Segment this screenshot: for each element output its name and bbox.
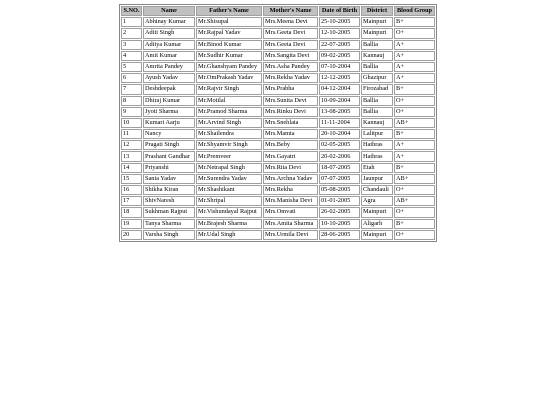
cell-name: Kumari Aarju <box>143 118 195 128</box>
cell-mother-name: Mrs.Asha Pandey <box>263 62 318 72</box>
cell-sno: 7 <box>121 84 142 94</box>
cell-sno: 16 <box>121 185 142 195</box>
header-name: Name <box>143 6 195 16</box>
table-row <box>121 185 435 195</box>
cell-mother-name: Mrs.Manisha Devi <box>263 196 318 206</box>
cell-district: Mainpuri <box>361 28 393 38</box>
table-row <box>121 151 435 161</box>
cell-mother-name: Mrs.Archna Yadav <box>263 174 318 184</box>
table-row <box>121 62 435 72</box>
cell-date-of-birth: 04-12-2004 <box>319 84 360 94</box>
cell-sno: 6 <box>121 73 142 83</box>
cell-name: Abhinay Kumar <box>143 17 195 27</box>
cell-father-name: Mr.Vishundayal Rajput <box>196 207 262 217</box>
table-row <box>121 219 435 229</box>
cell-district: Jaunpur <box>361 174 393 184</box>
cell-district: Aligarh <box>361 219 393 229</box>
table-row <box>121 107 435 117</box>
cell-name: Deshdeepak <box>143 84 195 94</box>
cell-sno: 5 <box>121 62 142 72</box>
cell-mother-name: Mrs.Rekha <box>263 185 318 195</box>
cell-name: Nancy <box>143 129 195 139</box>
cell-father-name: Mr.Shashikant <box>196 185 262 195</box>
header-blood-group: Blood Group <box>394 6 435 16</box>
cell-blood-group: O+ <box>394 28 435 38</box>
cell-father-name: Mr.Rajpal Yadav <box>196 28 262 38</box>
cell-date-of-birth: 01-01-2005 <box>319 196 360 206</box>
cell-name: Pragati Singh <box>143 140 195 150</box>
cell-blood-group: A+ <box>394 151 435 161</box>
table-row <box>121 163 435 173</box>
table-row <box>121 230 435 240</box>
cell-district: Ballia <box>361 107 393 117</box>
cell-father-name: Mr.Sudhir Kumar <box>196 51 262 61</box>
table-row <box>121 118 435 128</box>
cell-date-of-birth: 02-05-2005 <box>319 140 360 150</box>
table-row <box>121 174 435 184</box>
cell-name: Aditi Singh <box>143 28 195 38</box>
cell-date-of-birth: 12-10-2005 <box>319 28 360 38</box>
cell-mother-name: Mrs.Gayatri <box>263 151 318 161</box>
table-body <box>121 17 435 240</box>
cell-blood-group: B+ <box>394 163 435 173</box>
cell-blood-group: A+ <box>394 40 435 50</box>
cell-father-name: Mr.Pramod Sharma <box>196 107 262 117</box>
cell-sno: 11 <box>121 129 142 139</box>
cell-district: Ballia <box>361 62 393 72</box>
table-row <box>121 207 435 217</box>
cell-father-name: Mr.OmPrakash Yadav <box>196 73 262 83</box>
cell-blood-group: AB+ <box>394 118 435 128</box>
cell-district: Ballia <box>361 40 393 50</box>
cell-father-name: Mr.Udal Singh <box>196 230 262 240</box>
cell-mother-name: Mrs.Rinku Devi <box>263 107 318 117</box>
cell-blood-group: O+ <box>394 185 435 195</box>
table-row <box>121 28 435 38</box>
cell-name: Sukhman Rajput <box>143 207 195 217</box>
header-mother-name: Mother's Name <box>263 6 318 16</box>
cell-father-name: Mr.Rajvir Singh <box>196 84 262 94</box>
cell-mother-name: Mrs.Geeta Devi <box>263 40 318 50</box>
table-row <box>121 140 435 150</box>
cell-sno: 1 <box>121 17 142 27</box>
cell-sno: 20 <box>121 230 142 240</box>
cell-district: Hathras <box>361 140 393 150</box>
cell-sno: 8 <box>121 96 142 106</box>
cell-sno: 19 <box>121 219 142 229</box>
cell-name: Dhiraj Kumar <box>143 96 195 106</box>
cell-district: Ghazipur <box>361 73 393 83</box>
cell-mother-name: Mrs.Omvati <box>263 207 318 217</box>
cell-date-of-birth: 25-10-2005 <box>319 17 360 27</box>
table-row <box>121 84 435 94</box>
cell-sno: 2 <box>121 28 142 38</box>
cell-sno: 9 <box>121 107 142 117</box>
cell-father-name: Mr.Motilal <box>196 96 262 106</box>
cell-mother-name: Mrs.Beby <box>263 140 318 150</box>
cell-date-of-birth: 18-07-2005 <box>319 163 360 173</box>
cell-sno: 14 <box>121 163 142 173</box>
cell-father-name: Mr.Shyamvir Singh <box>196 140 262 150</box>
cell-blood-group: AB+ <box>394 174 435 184</box>
cell-mother-name: Mrs.Snehlata <box>263 118 318 128</box>
table-row <box>121 96 435 106</box>
table-header <box>121 6 435 16</box>
cell-date-of-birth: 07-07-2005 <box>319 174 360 184</box>
header-sno: S.NO. <box>121 6 142 16</box>
cell-father-name: Mr.Surendra Yadav <box>196 174 262 184</box>
cell-mother-name: Mrs.Rita Devi <box>263 163 318 173</box>
header-district: District <box>361 6 393 16</box>
cell-date-of-birth: 20-02-2006 <box>319 151 360 161</box>
table-row <box>121 40 435 50</box>
cell-mother-name: Mrs.Prabha <box>263 84 318 94</box>
cell-mother-name: Mrs.Sangita Devi <box>263 51 318 61</box>
cell-mother-name: Mrs.Rekha Yadav <box>263 73 318 83</box>
cell-sno: 10 <box>121 118 142 128</box>
student-records-table <box>119 4 437 242</box>
header-date-of-birth: Date of Birth <box>319 6 360 16</box>
cell-father-name: Mr.Premveer <box>196 151 262 161</box>
cell-name: Prashant Gandhar <box>143 151 195 161</box>
cell-father-name: Mr.Shailendra <box>196 129 262 139</box>
cell-sno: 17 <box>121 196 142 206</box>
cell-mother-name: Mrs.Mamta <box>263 129 318 139</box>
cell-name: Priyanshi <box>143 163 195 173</box>
cell-blood-group: O+ <box>394 107 435 117</box>
cell-father-name: Mr.Shisupal <box>196 17 262 27</box>
cell-father-name: Mr.Shripal <box>196 196 262 206</box>
cell-name: Jyoti Sharma <box>143 107 195 117</box>
cell-sno: 4 <box>121 51 142 61</box>
cell-name: Amit Kumar <box>143 51 195 61</box>
cell-name: Amrita Pandey <box>143 62 195 72</box>
cell-blood-group: AB+ <box>394 196 435 206</box>
cell-blood-group: O+ <box>394 207 435 217</box>
table-row <box>121 196 435 206</box>
cell-mother-name: Mrs.Amita Sharma <box>263 219 318 229</box>
cell-district: Lalitpur <box>361 129 393 139</box>
cell-father-name: Mr.Brajesh Sharma <box>196 219 262 229</box>
cell-name: Aditya Kumar <box>143 40 195 50</box>
cell-name: Tanya Sharma <box>143 219 195 229</box>
header-row <box>121 6 435 16</box>
cell-mother-name: Mrs.Urmila Devi <box>263 230 318 240</box>
table-row <box>121 17 435 27</box>
cell-blood-group: O+ <box>394 230 435 240</box>
cell-district: Agra <box>361 196 393 206</box>
cell-district: Etah <box>361 163 393 173</box>
cell-name: Shikha Kiran <box>143 185 195 195</box>
cell-district: Mainpuri <box>361 17 393 27</box>
cell-blood-group: B+ <box>394 17 435 27</box>
table-row <box>121 129 435 139</box>
cell-district: Mainpuri <box>361 207 393 217</box>
cell-district: Mainpuri <box>361 230 393 240</box>
cell-mother-name: Mrs.Meena Devi <box>263 17 318 27</box>
cell-date-of-birth: 09-02-2005 <box>319 51 360 61</box>
cell-date-of-birth: 12-12-2005 <box>319 73 360 83</box>
cell-blood-group: B+ <box>394 129 435 139</box>
cell-date-of-birth: 28-06-2005 <box>319 230 360 240</box>
cell-blood-group: A+ <box>394 73 435 83</box>
cell-district: Ballia <box>361 96 393 106</box>
cell-sno: 15 <box>121 174 142 184</box>
cell-date-of-birth: 10-10-2005 <box>319 219 360 229</box>
cell-date-of-birth: 20-10-2004 <box>319 129 360 139</box>
cell-district: Kannauj <box>361 118 393 128</box>
cell-blood-group: O+ <box>394 96 435 106</box>
cell-date-of-birth: 11-11-2004 <box>319 118 360 128</box>
cell-district: Chandauli <box>361 185 393 195</box>
table-row <box>121 51 435 61</box>
cell-mother-name: Mrs.Sunita Devi <box>263 96 318 106</box>
cell-mother-name: Mrs.Geeta Devi <box>263 28 318 38</box>
cell-blood-group: A+ <box>394 51 435 61</box>
cell-district: Firozabad <box>361 84 393 94</box>
cell-blood-group: B+ <box>394 84 435 94</box>
cell-district: Kannauj <box>361 51 393 61</box>
cell-sno: 18 <box>121 207 142 217</box>
cell-date-of-birth: 07-10-2004 <box>319 62 360 72</box>
cell-name: ShivNaresh <box>143 196 195 206</box>
cell-blood-group: B+ <box>394 219 435 229</box>
cell-name: Sania Yadav <box>143 174 195 184</box>
cell-date-of-birth: 13-08-2005 <box>319 107 360 117</box>
cell-sno: 12 <box>121 140 142 150</box>
cell-district: Hathras <box>361 151 393 161</box>
cell-blood-group: A+ <box>394 62 435 72</box>
cell-date-of-birth: 26-02-2005 <box>319 207 360 217</box>
cell-father-name: Mr.Arvind Singh <box>196 118 262 128</box>
cell-date-of-birth: 10-09-2004 <box>319 96 360 106</box>
cell-father-name: Mr.Binod Kumar <box>196 40 262 50</box>
table-row <box>121 73 435 83</box>
cell-date-of-birth: 22-07-2005 <box>319 40 360 50</box>
cell-sno: 13 <box>121 151 142 161</box>
cell-father-name: Mr.Netrapal Singh <box>196 163 262 173</box>
cell-name: Varsha Singh <box>143 230 195 240</box>
cell-date-of-birth: 05-08-2005 <box>319 185 360 195</box>
cell-father-name: Mr.Ghanshyam Pandey <box>196 62 262 72</box>
cell-name: Ayush Yadav <box>143 73 195 83</box>
header-father-name: Father's Name <box>196 6 262 16</box>
cell-blood-group: A+ <box>394 140 435 150</box>
cell-sno: 3 <box>121 40 142 50</box>
